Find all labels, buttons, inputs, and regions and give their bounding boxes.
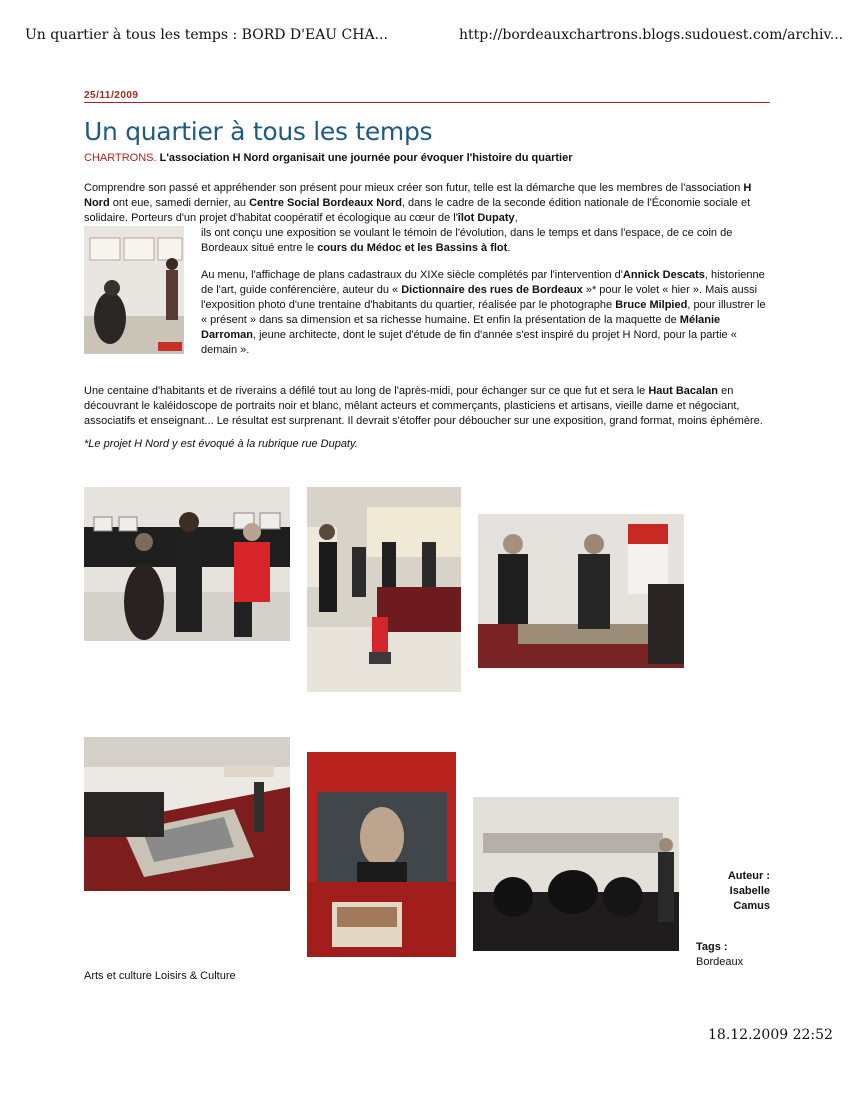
author-last[interactable]: Camus [733, 900, 770, 912]
tags-block [696, 940, 743, 970]
lead: L'association H Nord organisait une journée pour évoquer l'histoire du quartier [159, 152, 573, 164]
article-subtitle [84, 152, 770, 164]
bold-text: Annick Descats [622, 269, 705, 281]
author-block [719, 869, 770, 914]
bold-text: H Nord [84, 182, 752, 209]
paragraph-3 [84, 384, 770, 429]
footnote: *Le projet H Nord y est évoqué à la rubrique rue Dupaty. [84, 438, 358, 450]
print-header-url[interactable]: http://bordeauxchartrons.blogs.sudouest.com/archiv... [459, 27, 844, 43]
article-title: Un quartier à tous les temps [84, 117, 433, 146]
photo-1[interactable] [84, 487, 290, 641]
bold-text: cours du Médoc et les Bassins à flot [317, 242, 508, 254]
print-header-title: Un quartier à tous les temps : BORD D'EAU CHA... [25, 27, 388, 43]
photo-6[interactable] [473, 797, 679, 951]
text: , pour illustrer le « présent » dans sa dimension et sa richesse humaine. Et enfin la présentation de la maquette de [201, 299, 766, 326]
text: , jeune architecte, dont le sujet d'étude de fin d'année s'est inspiré du projet H Nord, pour la partie « demain ». [201, 329, 737, 356]
paragraph-2 [201, 268, 770, 358]
text: Une centaine d'habitants et de riverains a défilé tout au long de l'après-midi, pour échanger sur ce que fut et sera le [84, 385, 649, 397]
photo-5[interactable] [307, 752, 456, 957]
paragraph-1b [201, 226, 770, 256]
photo-2[interactable] [307, 487, 461, 692]
text: Comprendre son passé et appréhender son présent pour mieux créer son futur, telle est la démarche que les membres de l'association [84, 182, 744, 194]
article-date: 25/11/2009 [84, 90, 770, 103]
photo-3[interactable] [478, 514, 684, 668]
bold-text: Mélanie Darroman [201, 314, 721, 341]
text: »* pour le volet « hier ». Mais aussi l'exposition photo d'une trentaine d'habitants du quartier, réalisée par le photographe [201, 284, 758, 311]
text: en découvrant le kaléidoscope de portraits noir et blanc, mêlant acteurs et commerçants, plasticiens et artisans, vieille dame et négociant, associatifs et enseignant... Le résultat est surprenant. Il devrait s'étoffer pour déboucher sur une exposition, grand format, moins éphémère. [84, 385, 763, 427]
bold-text: îlot Dupaty [457, 212, 515, 224]
tag-bordeaux[interactable]: Bordeaux [696, 956, 744, 968]
bold-text: Dictionnaire des rues de Bordeaux [401, 284, 583, 296]
paragraph-1a [84, 181, 770, 226]
text: ils ont conçu une exposition se voulant le témoin de l'évolution, dans le temps et dans l'espace, de ce coin de Bordeaux situé entre le [201, 227, 733, 254]
thumb-text [201, 226, 770, 358]
photo-4[interactable] [84, 737, 290, 891]
text: Au menu, l'affichage de plans cadastraux du XIXe siècle complétés par l'intervention d' [201, 269, 623, 281]
kicker: CHARTRONS. [84, 152, 157, 164]
text: . [507, 242, 511, 254]
author-first[interactable]: Isabelle [729, 885, 770, 897]
category[interactable]: Arts et culture Loisirs & Culture [84, 970, 236, 982]
tags-label: Tags : [696, 941, 728, 953]
article-body [84, 181, 770, 452]
text: ont eue, samedi dernier, au [109, 197, 250, 209]
thumb-section [84, 226, 770, 358]
text: , [514, 212, 518, 224]
print-timestamp: 18.12.2009 22:52 [708, 1027, 833, 1043]
bold-text: Bruce Milpied [615, 299, 688, 311]
article [84, 90, 770, 452]
exhibition-thumbnail [84, 226, 184, 354]
bold-text: Haut Bacalan [648, 385, 719, 397]
author-label: Auteur : [727, 870, 770, 882]
text: , historienne de l'art, guide conférencière, auteur du « [201, 269, 765, 296]
text: , dans le cadre de la seconde édition nationale de l'Économie sociale et solidaire. Porteurs d'un projet d'habitat coopératif et écologique au cœur de l' [84, 197, 751, 224]
bold-text: Centre Social Bordeaux Nord [249, 197, 402, 209]
